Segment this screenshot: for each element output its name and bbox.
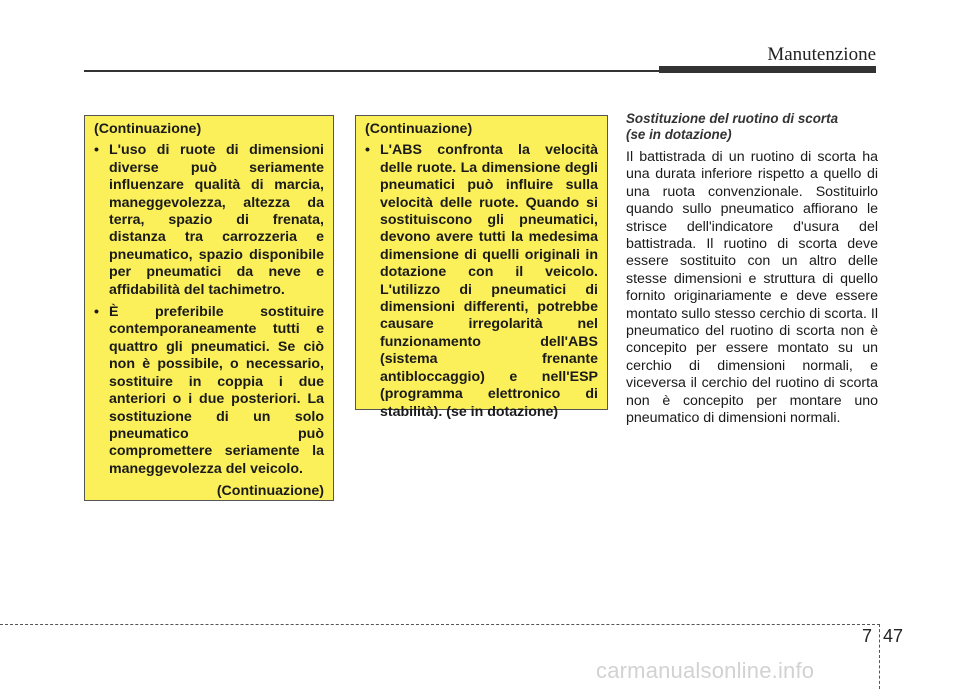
warning-continued-head: (Continuazione) bbox=[365, 121, 473, 137]
section-title-line2: (se in dotazione) bbox=[626, 127, 732, 142]
warning-bullet-text: L'ABS confronta la velocità delle ruote. La dimensione degli pneumatici può influire sulla velocità delle ruote. Quando si sostituiscono gli pneumatici, devono avere tutti la medesima dimensione di quelli originali in dotazione con il veicolo. L'utilizzo di pneumatici di dimensioni differenti, potrebbe causare irregolarità nel funzionamento dell'ABS (sistema frenante antibloccaggio) e nell'ESP (programma elettronico di stabilità). (se in dotazione) bbox=[380, 142, 598, 420]
bullet-dot: • bbox=[365, 142, 370, 159]
section-title bbox=[626, 111, 878, 143]
section-title-line1: Sostituzione del ruotino di scorta bbox=[626, 111, 839, 126]
warning-continued-foot: (Continuazione) bbox=[216, 483, 324, 500]
footer-rule bbox=[0, 624, 880, 625]
section-header-title: Manutenzione bbox=[767, 44, 876, 65]
warning-bullet bbox=[94, 142, 324, 299]
bullet-dot: • bbox=[94, 142, 99, 159]
warning-bullet-text: L'uso di ruote di dimensioni diverse può seriamente influenzare qualità di marcia, maneggevolezza, altezza da terra, spazio di frenata, distanza tra carrozzeria e pneumatico, spazio disponibile per pneumatici da neve e affidabilità del tachimetro. bbox=[109, 142, 324, 298]
warning-bullet bbox=[365, 142, 598, 421]
warning-box-middle bbox=[355, 115, 608, 420]
header-rule-thin bbox=[84, 70, 659, 72]
watermark-text: carmanualsonline.info bbox=[596, 658, 815, 683]
section-column bbox=[626, 111, 878, 428]
footer-divider bbox=[879, 624, 880, 689]
warning-bullet bbox=[94, 304, 324, 478]
bullet-dot: • bbox=[94, 304, 99, 321]
page-chapter-number: 7 bbox=[862, 626, 873, 646]
section-body-text: Il battistrada di un ruotino di scorta ha una durata inferiore rispetto a quello di una ruota convenzionale. Sostituirlo quando sullo pneumatico affiorano le strisce dell'indicatore d'usura del battistrada. Il ruotino di scorta deve essere sostituito con un altro delle stesse dimensioni e struttura di quello fornito originariamente e deve essere montato sullo stesso cerchio di scorta. Il pneumatico del ruotino di scorta non è concepito per essere montato su un cerchio di dimensioni normali, e viceversa il cerchio del ruotino di scorta non è concepito per montare uno pneumatico di dimensioni normali. bbox=[626, 149, 878, 427]
warning-bullet-text: È preferibile sostituire contemporaneamente tutti e quattro gli pneumatici. Se ciò non è possibile, o necessario, sostituire in coppia i due anteriori o i due posteriori. La sostituzione di un solo pneumatico può compromettere seriamente la maneggevolezza del veicolo. bbox=[109, 304, 324, 477]
page-number: 47 bbox=[883, 626, 904, 646]
header-rule-thick bbox=[659, 66, 876, 73]
warning-box-left bbox=[84, 115, 334, 501]
warning-continued-head: (Continuazione) bbox=[94, 121, 202, 137]
